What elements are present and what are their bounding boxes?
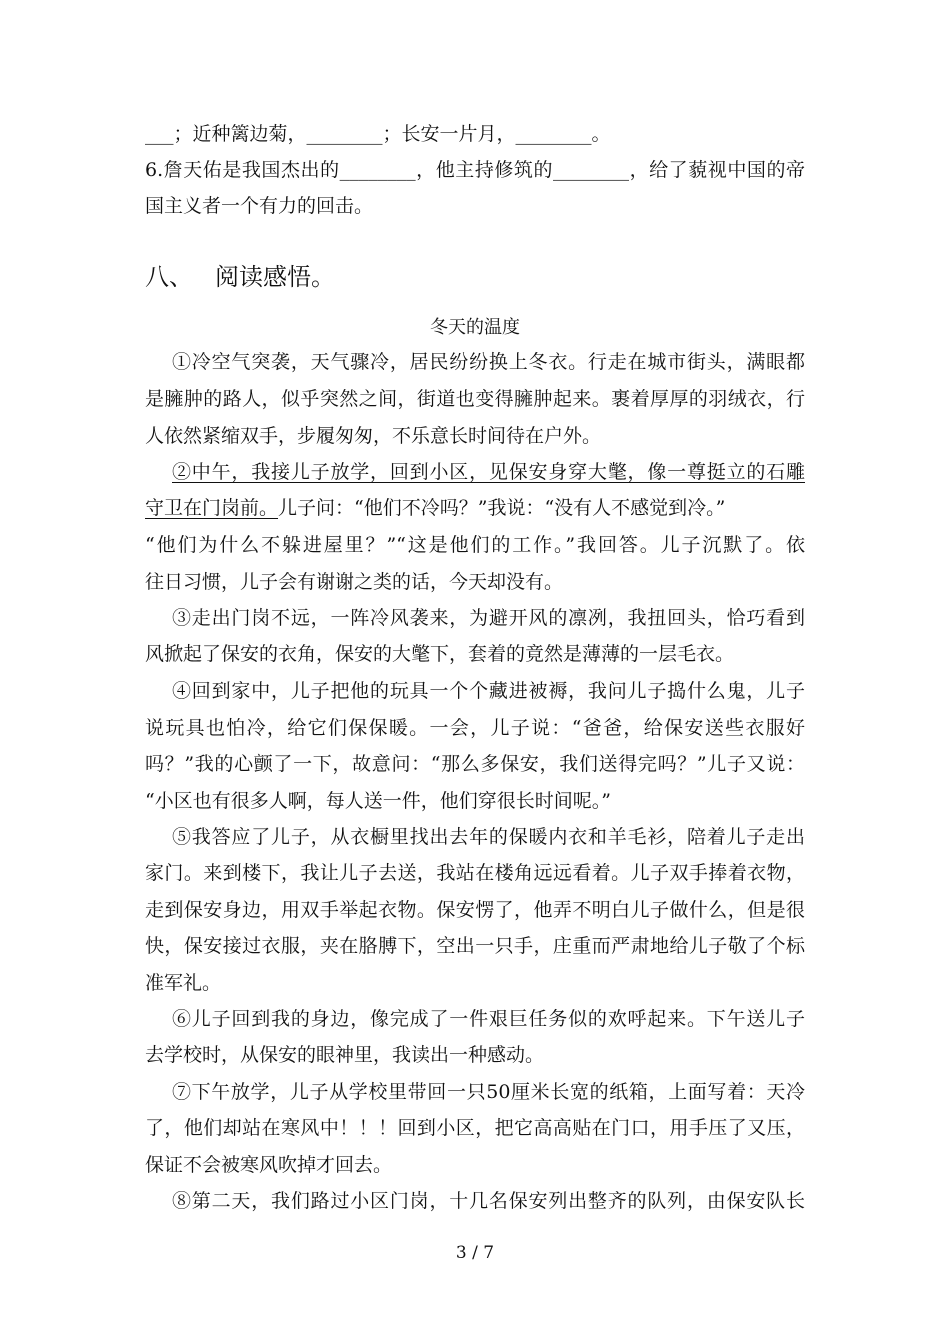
underlined-sentence-end: 守卫在门岗前。 <box>145 497 279 519</box>
article-title: 冬天的温度 <box>430 317 520 338</box>
article-line: 走到保安身边，用双手举起衣物。保安愣了，他弄不明白儿子做什么，但是很 <box>145 899 805 921</box>
article-line: ③走出门岗不远，一阵冷风袭来，为避开风的凛冽，我扭回头，恰巧看到 <box>172 607 805 629</box>
article-line: ②中午，我接儿子放学，回到小区，见保安身穿大氅，像一尊挺立的石雕 <box>172 461 805 483</box>
article-line: 快，保安接过衣服，夹在胳膊下，空出一只手，庄重而严肃地给儿子敬了个标 <box>145 935 805 957</box>
section-number: 八、 <box>145 263 193 291</box>
article-line: ①冷空气突袭，天气骤冷，居民纷纷换上冬衣。行走在城市街头，满眼都 <box>172 351 805 373</box>
article-line: ⑦下午放学，儿子从学校里带回一只50厘米长宽的纸箱，上面写着：天冷 <box>172 1081 805 1103</box>
article-line: 家门。来到楼下，我让儿子去送，我站在楼角远远看着。儿子双手捧着衣物， <box>145 862 805 884</box>
section-heading <box>145 262 335 292</box>
article-line <box>145 496 805 520</box>
article-line: 准军礼。 <box>145 972 222 994</box>
article-line: 说玩具也怕冷，给它们保保暖。一会，儿子说：“爸爸，给保安送些衣服好 <box>145 717 805 739</box>
article-line: 去学校时，从保安的眼神里，我读出一种感动。 <box>145 1044 545 1066</box>
article-line: “小区也有很多人啊，每人送一件，他们穿很长时间呢。” <box>145 790 611 812</box>
question-6-line-1: 6.詹天佑是我国杰出的________，他主持修筑的________，给了藐视中国的帝 <box>145 159 805 181</box>
question-6-line-2: 国主义者一个有力的回击。 <box>145 195 374 217</box>
article-line: 了，他们却站在寒风中！！！回到小区，把它高高贴在门口，用手压了又压， <box>145 1117 805 1139</box>
article-line-rest: 儿子问：“他们不冷吗？”我说：“没有人不感觉到冷。” <box>278 497 726 519</box>
article-line: 风掀起了保安的衣角，保安的大氅下，套着的竟然是薄薄的一层毛衣。 <box>145 643 735 665</box>
section-title: 阅读感悟。 <box>215 263 335 291</box>
article-line: 往日习惯，儿子会有谢谢之类的话，今天却没有。 <box>145 571 564 593</box>
article-line: “他们为什么不躲进屋里？”“这是他们的工作。”我回答。儿子沉默了。依 <box>145 534 805 556</box>
article-line: 保证不会被寒风吹掉才回去。 <box>145 1154 393 1176</box>
page-number: 3 / 7 <box>455 1243 495 1263</box>
question-5-tail: ___；近种篱边菊，________；长安一片月，________。 <box>145 123 611 145</box>
article-line: 是臃肿的路人，似乎突然之间，街道也变得臃肿起来。裹着厚厚的羽绒衣，行 <box>145 388 805 410</box>
article-line: 吗？”我的心颤了一下，故意问：“那么多保安，我们送得完吗？”儿子又说： <box>145 753 805 775</box>
article-line: ④回到家中，儿子把他的玩具一个个藏进被褥，我问儿子捣什么鬼，儿子 <box>172 680 805 702</box>
article-line: ⑧第二天，我们路过小区门岗，十几名保安列出整齐的队列，由保安队长 <box>172 1190 805 1212</box>
article-line: ⑤我答应了儿子，从衣橱里找出去年的保暖内衣和羊毛衫，陪着儿子走出 <box>172 826 805 848</box>
article-line: ⑥儿子回到我的身边，像完成了一件艰巨任务似的欢呼起来。下午送儿子 <box>172 1008 805 1030</box>
article-line: 人依然紧缩双手，步履匆匆，不乐意长时间待在户外。 <box>145 425 602 447</box>
